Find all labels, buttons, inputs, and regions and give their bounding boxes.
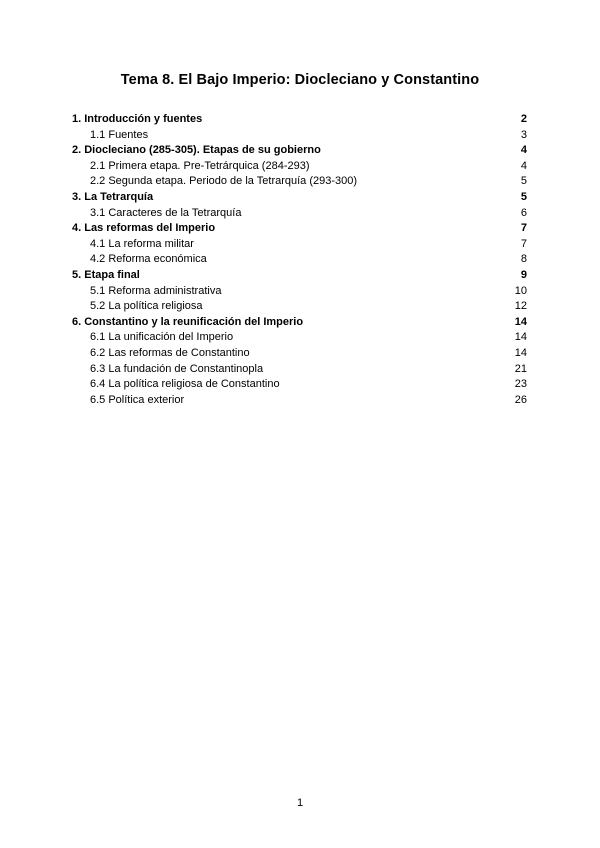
toc-entry-label: 3.1 Caracteres de la Tetrarquía bbox=[90, 206, 242, 219]
toc-section-3[interactable] bbox=[72, 190, 527, 206]
toc-entry-label: 3. La Tetrarquía bbox=[72, 190, 154, 203]
toc-entry-page: 14 bbox=[514, 331, 527, 344]
toc-subsection-4-2[interactable] bbox=[72, 252, 527, 268]
toc-entry-label: 2.2 Segunda etapa. Periodo de la Tetrarquía (293-300) bbox=[90, 175, 358, 188]
toc-entry-label: 5.1 Reforma administrativa bbox=[90, 284, 222, 297]
toc-entry-page: 4 bbox=[520, 159, 527, 172]
toc-entry-page: 2 bbox=[520, 113, 527, 125]
toc-subsection-6-1[interactable] bbox=[72, 330, 527, 346]
toc-subsection-6-2[interactable] bbox=[72, 346, 527, 362]
toc-section-4[interactable] bbox=[72, 221, 527, 237]
toc-entry-page: 12 bbox=[514, 300, 527, 313]
toc-entry-page: 4 bbox=[520, 144, 527, 157]
toc-entry-label: 6. Constantino y la reunificación del Imperio bbox=[72, 315, 304, 328]
toc-entry-page: 7 bbox=[520, 222, 527, 235]
toc-entry-page: 5 bbox=[520, 190, 527, 203]
toc-entry-page: 10 bbox=[514, 284, 527, 297]
page-number: 1 bbox=[296, 797, 304, 809]
toc-entry-page: 7 bbox=[520, 237, 527, 250]
toc-subsection-3-1[interactable] bbox=[72, 206, 527, 222]
toc-entry-page: 21 bbox=[514, 362, 527, 375]
toc-entry-label: 1.1 Fuentes bbox=[90, 128, 149, 141]
toc-entry-label: 5.2 La política religiosa bbox=[90, 300, 203, 313]
toc-entry-page: 9 bbox=[520, 268, 527, 281]
toc-subsection-6-5[interactable] bbox=[72, 393, 527, 409]
toc-subsection-2-1[interactable] bbox=[72, 159, 527, 175]
toc-entry-page: 5 bbox=[520, 175, 527, 188]
toc-entry-label: 6.5 Política exterior bbox=[90, 393, 185, 406]
toc-entry-page: 26 bbox=[514, 393, 527, 406]
toc-entry-label: 2.1 Primera etapa. Pre-Tetrárquica (284-293) bbox=[90, 159, 310, 172]
toc-entry-page: 6 bbox=[520, 206, 527, 219]
toc-subsection-1-1[interactable] bbox=[72, 128, 527, 144]
page-title: Tema 8. El Bajo Imperio: Diocleciano y Constantino bbox=[120, 72, 480, 88]
toc-entry-label: 5. Etapa final bbox=[72, 268, 140, 281]
toc-section-6[interactable] bbox=[72, 315, 527, 331]
toc-entry-label: 6.2 Las reformas de Constantino bbox=[90, 346, 250, 359]
toc-entry-label: 6.4 La política religiosa de Constantino bbox=[90, 378, 280, 391]
toc-entry-page: 14 bbox=[514, 315, 527, 328]
toc-subsection-5-2[interactable] bbox=[72, 299, 527, 315]
toc-subsection-5-1[interactable] bbox=[72, 284, 527, 300]
toc-subsection-4-1[interactable] bbox=[72, 237, 527, 253]
toc-subsection-6-3[interactable] bbox=[72, 362, 527, 378]
toc-section-2[interactable] bbox=[72, 143, 527, 159]
toc-section-5[interactable] bbox=[72, 268, 527, 284]
toc-subsection-2-2[interactable] bbox=[72, 174, 527, 190]
toc-entry-label: 1. Introducción y fuentes bbox=[72, 113, 203, 125]
toc-entry-page: 3 bbox=[520, 128, 527, 141]
toc-entry-label: 4.1 La reforma militar bbox=[90, 237, 194, 250]
toc-subsection-6-4[interactable] bbox=[72, 377, 527, 393]
toc-entry-label: 4. Las reformas del Imperio bbox=[72, 222, 216, 235]
toc-entry-page: 23 bbox=[514, 378, 527, 391]
toc-entry-label: 6.1 La unificación del Imperio bbox=[90, 331, 234, 344]
toc-entry-label: 2. Diocleciano (285-305). Etapas de su gobierno bbox=[72, 144, 321, 157]
toc-section-1[interactable] bbox=[72, 112, 527, 128]
toc-entry-page: 14 bbox=[514, 346, 527, 359]
toc-entry-page: 8 bbox=[520, 253, 527, 266]
table-of-contents bbox=[72, 112, 527, 408]
toc-entry-label: 4.2 Reforma económica bbox=[90, 253, 207, 266]
toc-entry-label: 6.3 La fundación de Constantinopla bbox=[90, 362, 264, 375]
